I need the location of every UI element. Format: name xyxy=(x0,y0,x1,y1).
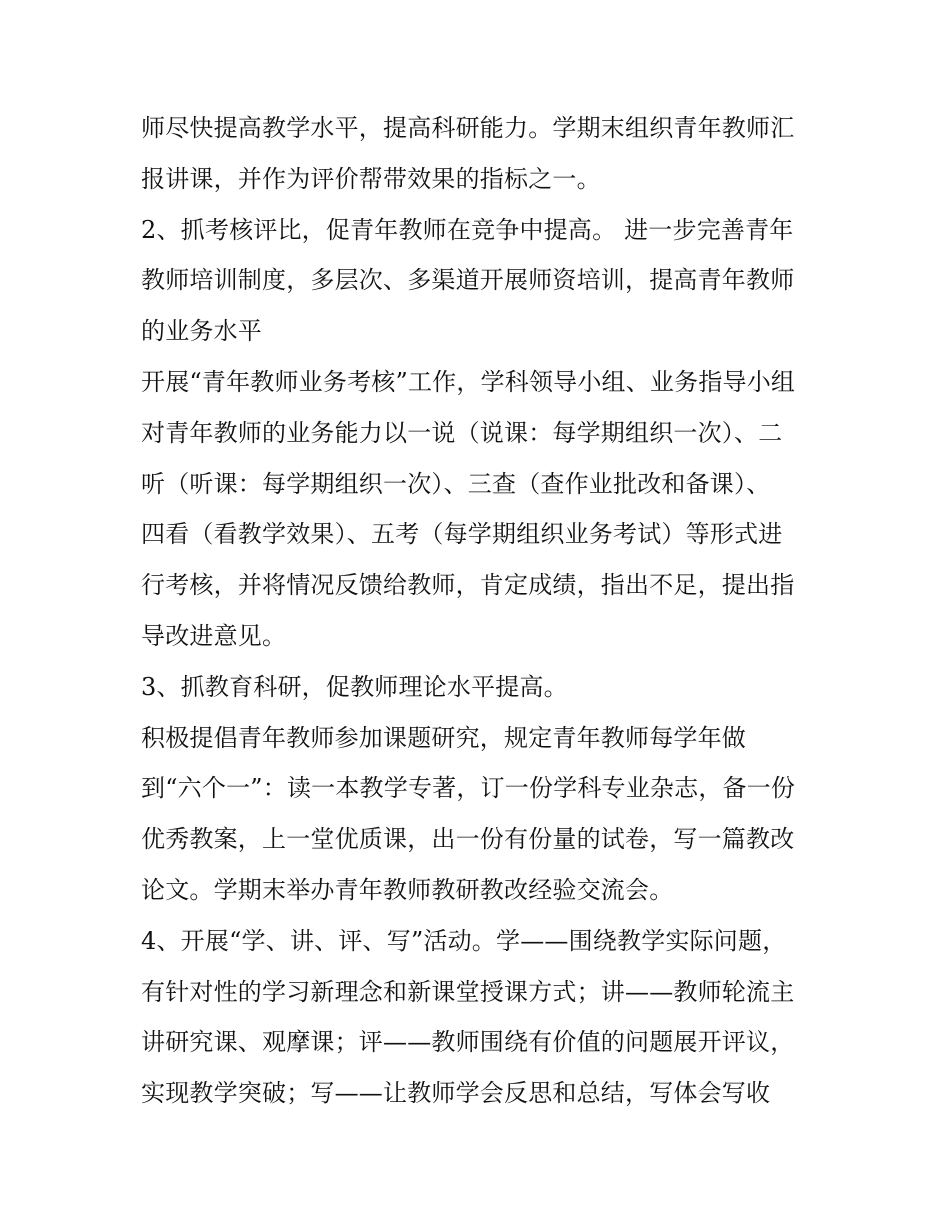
body-text xyxy=(141,103,821,1119)
text-line: 讲研究课、观摩课；评——教师围绕有价值的问题展开评议， xyxy=(141,1028,795,1057)
text-line: 报讲课，并作为评价帮带效果的指标之一。 xyxy=(141,164,601,193)
text-line: 积极提倡青年教师参加课题研究，规定青年教师每学年做 xyxy=(141,723,746,752)
section-heading-2: 2、抓考核评比，促青年教师在竞争中提高。 进一步完善青年 xyxy=(141,215,794,244)
text-line: 导改进意见。 xyxy=(141,621,287,650)
text-line: 实现教学突破；写——让教师学会反思和总结，写体会写收 xyxy=(141,1079,771,1108)
text-line: 有针对性的学习新理念和新课堂授课方式；讲——教师轮流主 xyxy=(141,977,795,1006)
text-line: 的业务水平 xyxy=(141,317,262,346)
text-line: 教师培训制度，多层次、多渠道开展师资培训，提高青年教师 xyxy=(141,266,795,295)
text-line: 论文。学期末举办青年教师教研教改经验交流会。 xyxy=(141,875,674,904)
section-heading-3: 3、抓教育科研，促教师理论水平提高。 xyxy=(141,672,568,701)
text-line: 行考核，并将情况反馈给教师，肯定成绩，指出不足，提出指 xyxy=(141,571,795,600)
text-line: 听（听课：每学期组织一次）、三查（查作业批改和备课）、 xyxy=(141,469,771,498)
text-line: 优秀教案，上一堂优质课，出一份有份量的试卷，写一篇教改 xyxy=(141,825,795,854)
text-line: 到“六个一”：读一本教学专著，订一份学科专业杂志，备一份 xyxy=(141,774,796,803)
text-line: 四看（看教学效果）、五考（每学期组织业务考试）等形式进 xyxy=(141,520,783,549)
text-line: 对青年教师的业务能力以一说（说课：每学期组织一次）、二 xyxy=(141,418,783,447)
text-line: 师尽快提高教学水平，提高科研能力。学期末组织青年教师汇 xyxy=(141,114,795,142)
section-heading-4: 4、开展“学、讲、评、写”活动。学——围绕教学实际问题， xyxy=(141,926,787,955)
text-line: 开展“青年教师业务考核”工作，学科领导小组、业务指导小组 xyxy=(141,367,796,396)
